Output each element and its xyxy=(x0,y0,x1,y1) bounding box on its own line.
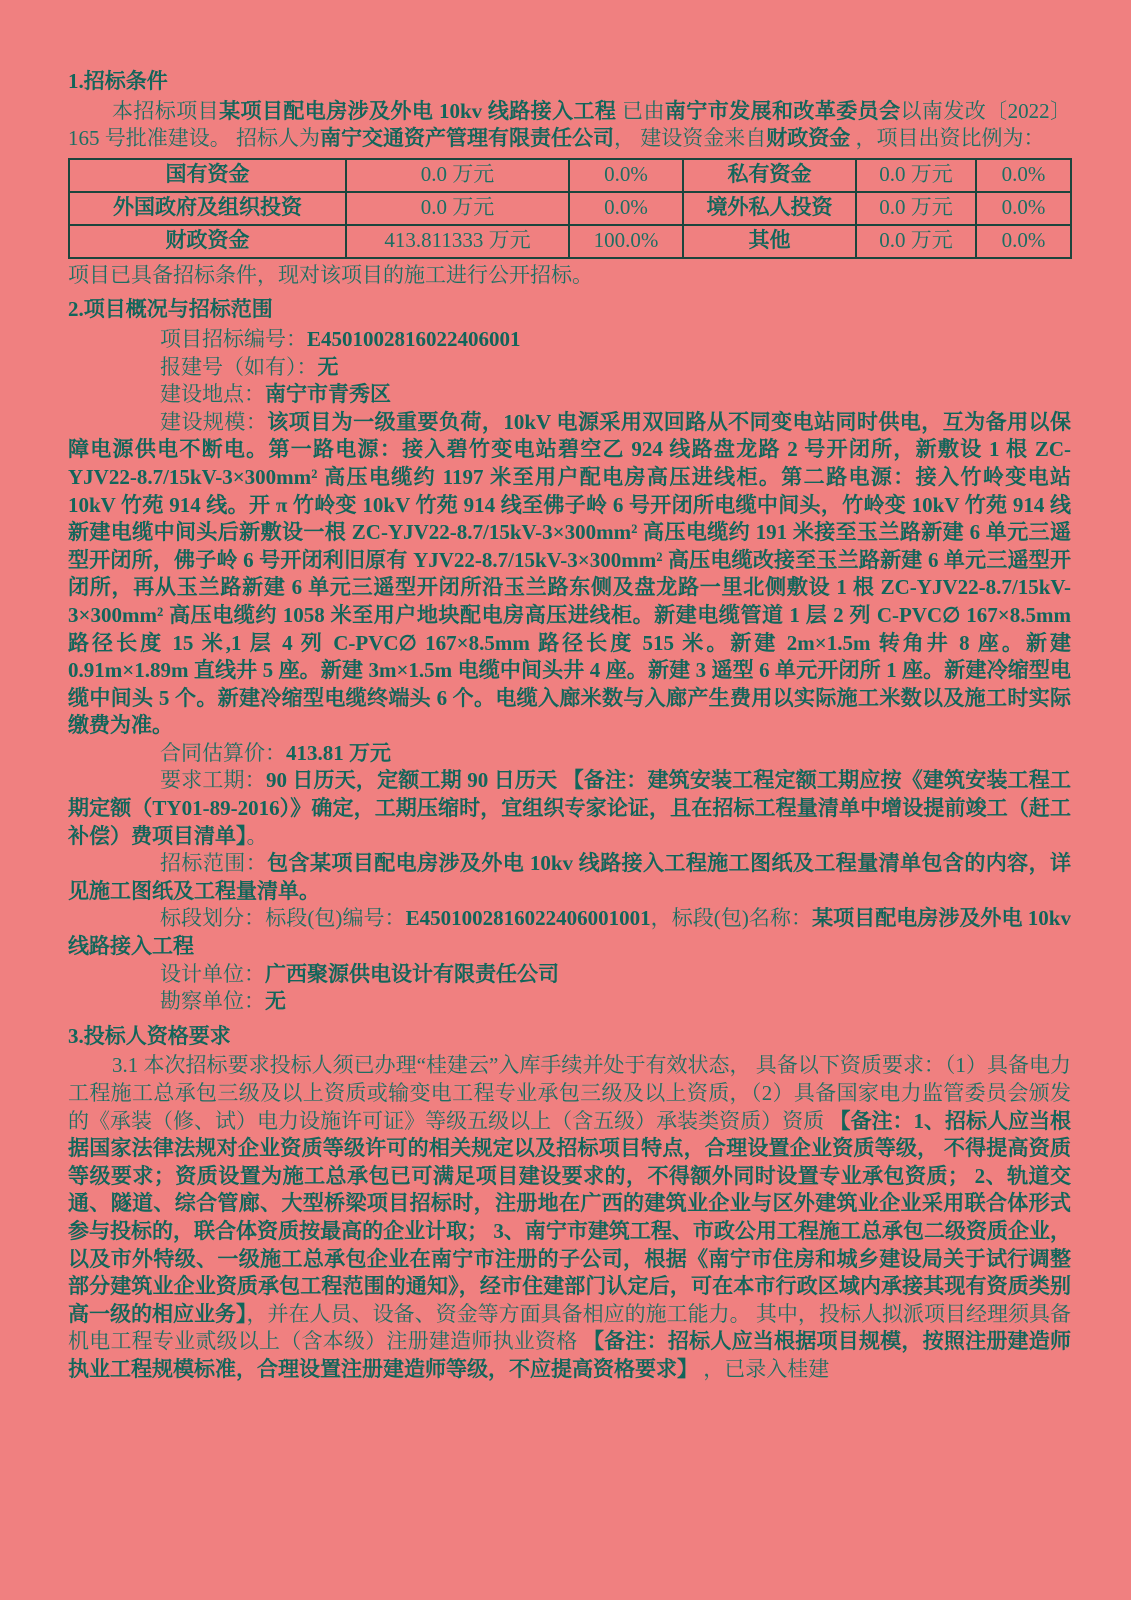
item-construction-scale xyxy=(68,409,1071,740)
funding-cell: 其他 xyxy=(683,225,856,258)
section2-heading: 2.项目概况与招标范围 xyxy=(68,297,273,322)
funding-cell: 0.0% xyxy=(569,159,683,192)
funding-cell: 0.0 万元 xyxy=(856,192,976,225)
qualification-paragraph xyxy=(68,1052,1071,1383)
text-run: 南宁市青秀区 xyxy=(265,382,391,407)
item-project-tender-no xyxy=(68,326,1071,354)
text-run: 90 日历天，定额工期 90 日历天 【备注：建筑安装工程定额工期应按《建筑安装工程工期定额（TY01-89-2016）》确定，工期压缩时，宜组织专家论证，且在招标工程量清单中增设提前竣工（赶工补偿）费项目清单】 xyxy=(68,768,1072,848)
text-run: 广西聚源供电设计有限责任公司 xyxy=(265,961,559,986)
item-required-duration xyxy=(68,767,1071,850)
text-run: 招标范围： xyxy=(160,851,268,876)
text-run: 【备注：1、招标人应当根据国家法律法规对企业资质等级许可的相关规定以及招标项目特点，合理设置企业资质等级， 不得提高资质等级要求；资质设置为施工总承包已可满足项目建设要求的，不得额外同时设置专业承包资质； 2、轨道交通、隧道、综合管廊、大型桥梁项目招标时，注册地在广西的建筑业企业与区外建筑业企业采用联合体形式参与投标的，联合体资质按最高的企业计取； 3、南宁市建筑工程、市政公用工程施工总承包二级资质企业，以及市外特级、一级施工总承包企业在南宁市注册的子公司，根据《南宁市住房和城乡建设局关于试行调整部分建筑业企业资质承包工程范围的通知》，经市住建部门认定后，可在本市行政区域内承接其现有资质类别高一级的相应业务】 xyxy=(68,1108,1072,1326)
text-run: 项目招标编号： xyxy=(160,326,307,351)
funding-cell: 0.0 万元 xyxy=(346,192,569,225)
text-run: 标段划分： xyxy=(160,906,266,931)
item-survey-unit xyxy=(68,988,1071,1016)
text-run: 413.81 万元 xyxy=(286,740,391,765)
text-run: 本招标项目 xyxy=(112,98,220,123)
text-run: 无 xyxy=(265,989,286,1014)
funding-cell: 国有资金 xyxy=(69,159,346,192)
text-run: 。 xyxy=(246,823,268,848)
text-run: ，标段(包)名称： xyxy=(650,906,813,931)
text-run: 【备注：招标人应当根据项目规模，按照注册建造师执业工程规模标准，合理设置注册建造师等级，不应提高资格要求】 xyxy=(68,1329,1071,1381)
funding-cell: 0.0% xyxy=(976,225,1071,258)
item-design-unit xyxy=(68,961,1071,989)
funding-cell: 0.0% xyxy=(976,159,1071,192)
text-run: 标段(包)编号： xyxy=(265,906,406,931)
intro-paragraph xyxy=(68,98,1071,153)
text-run: ，项目出资比例为： xyxy=(850,126,1045,151)
section1-heading: 1.招标条件 xyxy=(68,69,168,93)
text-run: ，已录入桂建 xyxy=(698,1356,830,1381)
text-run: E4501002816022406001 xyxy=(307,326,521,351)
funding-cell: 0.0% xyxy=(976,192,1071,225)
funding-cell: 0.0 万元 xyxy=(856,225,976,258)
funding-cell: 0.0 万元 xyxy=(856,159,976,192)
funding-table-row xyxy=(69,192,1071,225)
item-tender-scope xyxy=(68,850,1071,905)
text-run: 该项目为一级重要负荷，10kV 电源采用双回路从不同变电站同时供电，互为备用以保障电源供电不断电。第一路电源：接入碧竹变电站碧空乙 924 线路盘龙路 2 号开闭所，新敷设 1 根 ZC-YJV22-8.7/15kV-3×300mm² 高压电缆约 1197 米至用户配电房高压进线柜。第二路电源：接入竹岭变电站 10kV 竹苑 914 线。开 π 竹岭变 10kV 竹苑 914 线至佛子岭 6 号开闭所电缆中间头，竹岭变 10kV 竹苑 914 线新建电缆中间头后新敷设一根 ZC-YJV22-8.7/15kV-3×300mm² 高压电缆约 191 米接至玉兰路新建 6 单元三遥型开闭所，佛子岭 6 号开闭利旧原有 YJV22-8.7/15kV-3×300mm² 高压电缆改接至玉兰路新建 6 单元三遥型开闭所，再从玉兰路新建 6 单元三遥型开闭所沿玉兰路东侧及盘龙路一里北侧敷设 1 根 ZC-YJV22-8.7/15kV-3×300mm² 高压电缆约 1058 米至用户地块配电房高压进线柜。新建电缆管道 1 层 2 列 C-PVC∅ 167×8.5mm 路径长度 15 米,1 层 4 列 C-PVC∅ 167×8.5mm 路径长度 515 米。新建 2m×1.5m 转角井 8 座。新建 0.91m×1.89m 直线井 5 座。新建 3m×1.5m 电缆中间头井 4 座。新建 3 遥型 6 单元开闭所 1 座。新建冷缩型电缆中间头 5 个。新建冷缩型电缆终端头 6 个。电缆入廊米数与入廊产生费用以实际施工米数以及施工时实际缴费为准。 xyxy=(68,409,1072,738)
funding-cell: 0.0% xyxy=(569,192,683,225)
text-run: 南宁市发展和改革委员会 xyxy=(664,98,901,123)
text-run: ， 建设资金来自 xyxy=(614,126,767,151)
item-construction-permit-no xyxy=(68,354,1071,382)
item-location xyxy=(68,381,1071,409)
text-run: E4501002816022406001001 xyxy=(405,906,651,931)
item-contract-estimate xyxy=(68,740,1071,768)
text-run: ，并在人员、设备、资金等方面具备相应的施工能力。 其中，投标人拟派项目经理须具备机电工程专业贰级以上（含本级）注册建造师执业资格 xyxy=(68,1301,1071,1354)
text-run: 以南发改〔2022〕165 号批准建设。 招标人为 xyxy=(68,98,1072,151)
text-run: 合同估算价： xyxy=(160,740,286,765)
text-run: 设计单位： xyxy=(160,961,265,986)
text-run: 建设规模： xyxy=(160,409,268,434)
text-run: 某项目配电房涉及外电 10kv 线路接入工程 xyxy=(219,98,617,123)
section3-heading: 3.投标人资格要求 xyxy=(68,1023,231,1048)
funding-cell: 私有资金 xyxy=(683,159,856,192)
tender-ready-paragraph xyxy=(68,262,1071,290)
funding-table-row xyxy=(69,159,1071,192)
text-run: 建设地点： xyxy=(160,382,265,407)
funding-cell: 外国政府及组织投资 xyxy=(69,192,346,225)
funding-cell: 财政资金 xyxy=(69,225,346,258)
text-run: 包含某项目配电房涉及外电 10kv 线路接入工程施工图纸及工程量清单包含的内容，详见施工图纸及工程量清单。 xyxy=(68,851,1072,903)
text-run: 报建号（如有）： xyxy=(160,354,318,379)
funding-table-row xyxy=(69,225,1071,258)
funding-cell: 境外私人投资 xyxy=(683,192,856,225)
text-run: 已由 xyxy=(616,98,665,123)
item-section-division xyxy=(68,905,1071,960)
funding-cell: 0.0 万元 xyxy=(346,159,569,192)
funding-table xyxy=(68,158,1072,259)
text-run: 要求工期： xyxy=(160,768,266,793)
text-run: 财政资金 xyxy=(766,126,851,151)
text-run: 无 xyxy=(317,354,339,379)
text-run: 3.1 本次招标要求投标人须已办理“桂建云”入库手续并处于有效状态， 具备以下资质要求：（1）具备电力工程施工总承包三级及以上资质或输变电工程专业承包三级及以上资质，（2）具备国家电力监管委员会颁发的《承装（修、试）电力设施许可证》等级五级以上（含五级）承装类资质）资质 xyxy=(68,1053,1071,1133)
text-run: 某项目配电房涉及外电 10kv 线路接入工程 xyxy=(68,906,1071,959)
funding-cell: 100.0% xyxy=(569,225,683,258)
text-run: 项目已具备招标条件，现对该项目的施工进行公开招标。 xyxy=(68,262,593,287)
funding-cell: 413.811333 万元 xyxy=(346,225,569,258)
text-run: 南宁交通资产管理有限责任公司 xyxy=(320,126,614,151)
text-run: 勘察单位： xyxy=(160,989,265,1014)
